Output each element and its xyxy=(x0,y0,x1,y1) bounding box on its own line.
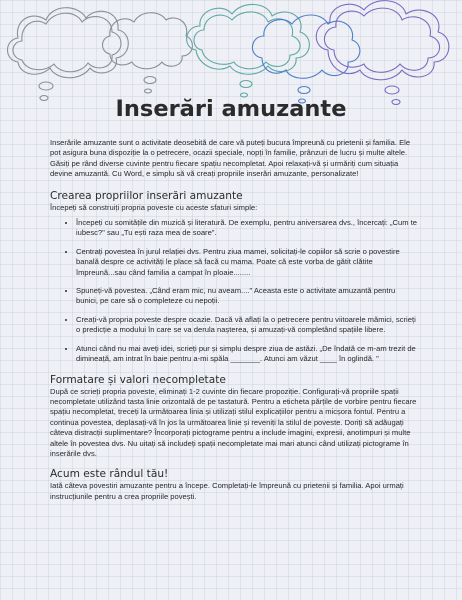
section-body-format: După ce scrieți propria poveste, eliminați 1-2 cuvinte din fiecare propoziție. Configurați-vă propriile spații necompletate utilizând tasta linie orizontală de pe tastatură. Pentru a eticheta părțile de vorbire pentru fiecare spațiu necompletat, treceți la următoarea linia și utilizați stilul explicațiilor pentru a micșora fontul. Pentru a continua povestea, deplasați-vă în jos la următoarea linie și reveniți la stilul de poveste. Doriți să adăugați câteva distracții suplimentare? Încorporați pictograme pentru a include imagini, expresii, anotimpuri și multe altele în povestea dvs. Nu uitați să includeți spații necompletate mai mari atunci când utilizați pictograme în inserările dvs. xyxy=(50,386,417,458)
section-lead: Începeți să construiți propria poveste cu aceste sfaturi simple: xyxy=(50,202,258,212)
section-heading-create: Crearea propriilor inserări amuzante xyxy=(50,189,243,202)
list-item: • Începeți cu somitățile din muzică și literatură. De exemplu, pentru aniversarea dvs., încercați: „Cum te iubesc?" sau „Tu ești raza mea de soare". xyxy=(76,218,418,239)
list-item: • Spuneți-vă povestea. „Când eram mic, nu aveam...." Aceasta este o activitate amuzantă pentru bunici, pe care să o completeze cu nepoții. xyxy=(76,286,418,307)
list-item: • Atunci când nu mai aveți idei, scrieți pur și simplu despre ziua de astăzi. „De îndată ce m-am trezit de dimineață, am intrat în baie pentru a-mi spăla _______. Atunci am văzut ____ în oglindă. " xyxy=(76,344,418,365)
page-title: Inserări amuzante xyxy=(115,96,347,122)
cloud-purple xyxy=(316,1,449,105)
tips-list xyxy=(50,218,418,364)
section-body-your-turn: Iată câteva povestiri amuzante pentru a începe. Completați-le împreună cu prietenii și familia. Apoi urmați instrucțiunile pentru a crea propriile povești. xyxy=(50,481,404,501)
cloud-blue xyxy=(252,15,359,103)
document-body xyxy=(50,138,418,502)
list-item: • Centrați povestea în jurul relației dvs. Pentru ziua mamei, solicitați-le copiilor să scrie o povestire banală despre ce activități le place să facă cu mama. Poate că este vorba de gătit clătite împreună...sau când familia a campat în ploaie........ xyxy=(76,247,418,278)
section-heading-format: Formatare și valori necompletate xyxy=(50,373,226,386)
section-heading-your-turn: Acum este rândul tău! xyxy=(50,468,169,481)
cloud-teal xyxy=(187,4,310,97)
list-item: • Creați-vă propria poveste despre ocazie. Dacă vă aflați la o petrecere pentru viitoarele mămici, scrieți o predicție a modului în care se va derula nașterea, și amuzați-vă completând spațiile libere. xyxy=(76,315,418,336)
intro-paragraph: Inserările amuzante sunt o activitate deosebită de care vă puteți bucura împreună cu prietenii și familia. Ele pot asigura buna dispoziție la o petrecere, ocazii speciale, nopți în familie, prânzuri de lucru și multe altele. Găsiți pe rând diverse cuvinte pentru fiecare spațiu necompletat. Apoi relaxați-vă și urmăriți cum situația devine amuzantă. Cu Word, e simplu să vă creați propriile inserări amuzante, personalizate! xyxy=(50,138,411,179)
thought-bubble-clouds xyxy=(0,0,462,110)
